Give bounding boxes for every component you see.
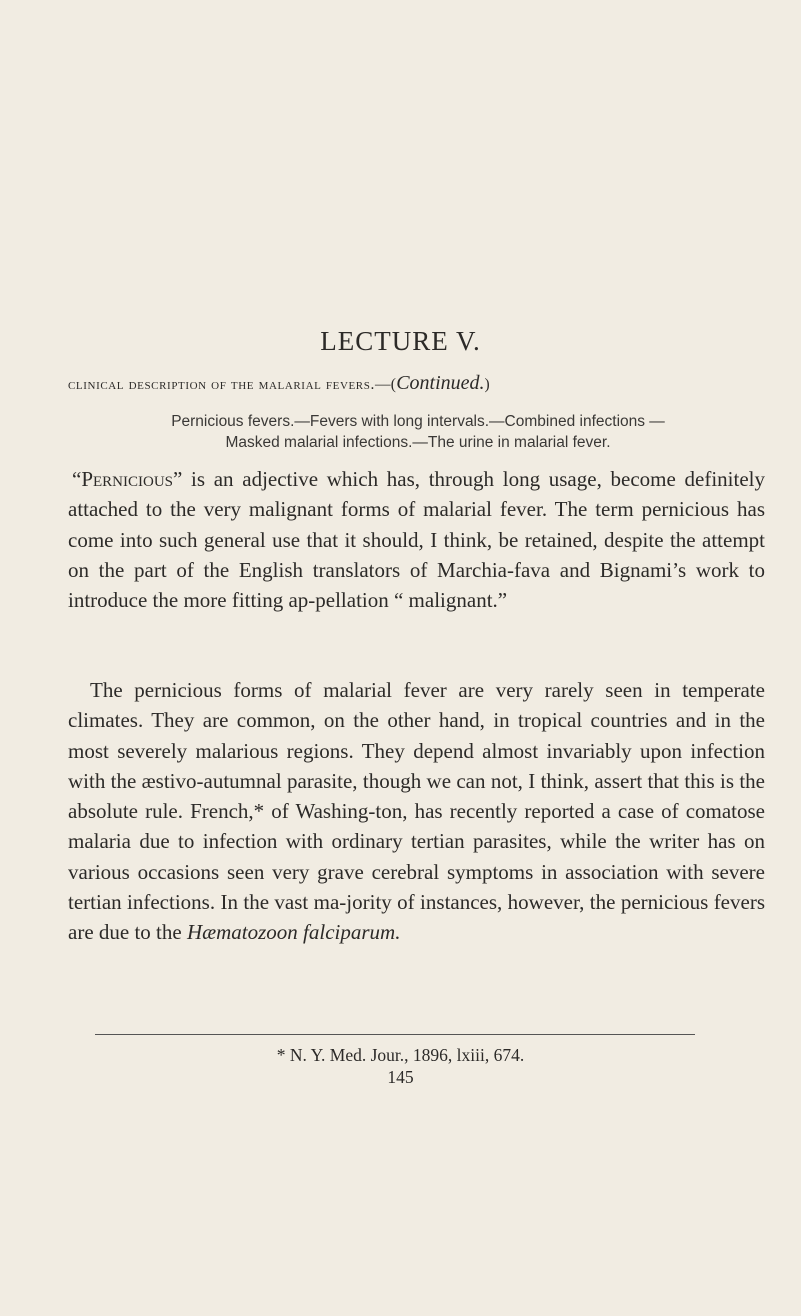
lecture-title: LECTURE V.	[320, 326, 481, 356]
page-number: 145	[387, 1067, 414, 1087]
open-quote: “	[72, 467, 82, 491]
lead-word: Pernicious	[81, 467, 174, 491]
summary-line-2: Masked malarial infections.—The urine in malarial fever.	[225, 434, 611, 451]
chapter-subtitle	[68, 372, 768, 395]
species-name: Hæmatozoon falciparum.	[186, 920, 401, 945]
summary-line-1: Pernicious fevers.—Fevers with long intervals.—Combined infections —	[171, 413, 665, 430]
paragraph-1-text: ” is an adjective which has, through long usage, become definitely attached to the very malignant forms of malarial fever. The term pernicious has come into such general use that it should, I think, be retained, despite the attempt on the part of the English translators of Marchia-fava and Bignami’s work to introduce the more fitting ap-pellation “ malignant.”	[68, 467, 765, 613]
footnote-divider	[95, 1034, 695, 1035]
subtitle-continued: Continued.	[396, 372, 485, 394]
body-paragraph-1	[68, 464, 765, 615]
body-paragraph-2	[68, 675, 765, 948]
chapter-summary	[88, 411, 748, 453]
subtitle-main: clinical description of the malarial fevers.	[68, 376, 375, 393]
subtitle-dash: —(	[374, 376, 397, 393]
paragraph-2-text: The pernicious forms of malarial fever are very rarely seen in temperate climates. They are common, on the other hand, in tropical countries and in the most severely malarious regions. They depend almost invariably upon infection with the æstivo-autumnal parasite, though we can not, I think, assert that this is the absolute rule. French,* of Washing-ton, has recently reported a case of comatose malaria due to infection with ordinary tertian parasites, while the writer has on various occasions seen very grave cerebral symptoms in association with severe tertian infections. In the vast ma-jority of instances, however, the pernicious fevers are due to the	[68, 678, 765, 945]
footnote: * N. Y. Med. Jour., 1896, lxiii, 674.	[276, 1045, 525, 1065]
subtitle-close: )	[484, 376, 491, 393]
